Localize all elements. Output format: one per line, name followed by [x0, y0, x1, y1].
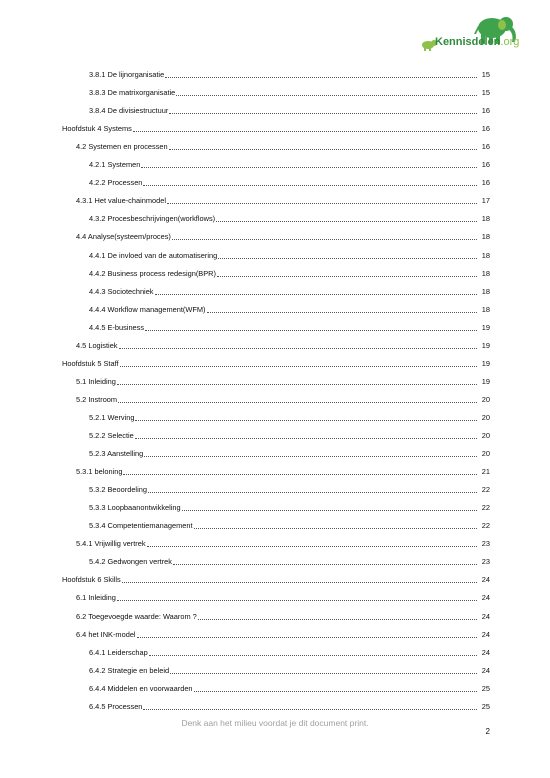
toc-entry-page: 16	[481, 106, 490, 116]
toc-entry-title: 5.2.3 Aanstelling	[89, 449, 144, 459]
toc-entry[interactable]	[89, 174, 490, 188]
toc-entry[interactable]	[89, 481, 490, 495]
toc-entry-title: 5.2 Instroom	[76, 394, 118, 404]
toc-entry-page: 24	[481, 629, 490, 639]
toc-entry[interactable]	[89, 499, 490, 513]
logo-tld-text: .org	[500, 36, 520, 48]
toc-entry[interactable]	[89, 265, 490, 279]
environment-notice: Denk aan het milieu voordat je dit document print.	[181, 718, 369, 728]
toc-entry-page: 17	[481, 196, 490, 206]
toc-entry-page: 19	[481, 340, 490, 350]
toc-leader-dots	[147, 545, 477, 547]
toc-entry-title: 6.1 Inleiding	[76, 593, 116, 603]
elephant-icon	[418, 14, 536, 54]
toc-leader-dots	[143, 708, 477, 710]
toc-entry-title: 4.4.2 Business process redesign(BPR)	[89, 268, 216, 278]
toc-entry[interactable]	[76, 535, 490, 549]
toc-entry[interactable]	[89, 698, 490, 712]
toc-entry-page: 18	[481, 214, 490, 224]
page-number: 2	[485, 727, 490, 736]
toc-entry[interactable]	[89, 301, 490, 315]
toc-entry[interactable]	[62, 120, 490, 134]
toc-entry-page: 25	[481, 701, 490, 711]
toc-entry-page: 24	[481, 665, 490, 675]
toc-entry-title: 4.2.1 Systemen	[89, 160, 141, 170]
toc-leader-dots	[123, 473, 477, 475]
toc-entry[interactable]	[76, 192, 490, 206]
toc-entry-page: 24	[481, 611, 490, 621]
toc-entry-page: 22	[481, 485, 490, 495]
toc-entry-page: 18	[481, 286, 490, 296]
toc-entry[interactable]	[76, 589, 490, 603]
toc-leader-dots	[167, 202, 477, 204]
kennisdelen-logo	[418, 14, 536, 54]
toc-entry[interactable]	[89, 662, 490, 676]
toc-entry[interactable]	[76, 138, 490, 152]
toc-entry-title: 3.8.1 De lijnorganisatie	[89, 70, 165, 79]
toc-entry[interactable]	[76, 463, 490, 477]
toc-entry[interactable]	[89, 409, 490, 423]
toc-leader-dots	[149, 654, 477, 656]
toc-leader-dots	[182, 509, 477, 511]
toc-leader-dots	[145, 329, 477, 331]
toc-leader-dots	[120, 365, 477, 367]
toc-entry-title: 6.4.5 Processen	[89, 701, 143, 711]
toc-entry-page: 23	[481, 557, 490, 567]
toc-entry[interactable]	[89, 66, 490, 80]
toc-leader-dots	[218, 257, 477, 259]
toc-entry-title: 5.3.4 Competentiemanagement	[89, 521, 193, 531]
toc-entry[interactable]	[89, 319, 490, 333]
toc-entry-title: Hoofdstuk 4 Systems	[62, 124, 132, 134]
toc-entry-page: 21	[481, 467, 490, 477]
toc-entry-title: 5.4.1 Vrijwillig vertrek	[76, 539, 146, 549]
toc-leader-dots	[169, 112, 477, 114]
toc-entry-page: 20	[481, 449, 490, 459]
toc-entry[interactable]	[89, 210, 490, 224]
toc-entry[interactable]	[89, 680, 490, 694]
toc-entry-page: 16	[481, 142, 490, 152]
toc-entry-page: 23	[481, 539, 490, 549]
toc-entry[interactable]	[76, 337, 490, 351]
toc-entry-title: 6.4.4 Middelen en voorwaarden	[89, 683, 193, 693]
toc-entry-title: 6.4.1 Leiderschap	[89, 647, 148, 657]
toc-entry[interactable]	[76, 608, 490, 622]
toc-entry-title: 5.3.1 beloning	[76, 467, 123, 477]
toc-leader-dots	[119, 347, 478, 349]
logo-brand-text: Kennisdelen	[435, 36, 501, 48]
toc-leader-dots	[207, 311, 477, 313]
toc-entry-title: 4.3.1 Het value-chainmodel	[76, 196, 166, 206]
toc-entry[interactable]	[89, 427, 490, 441]
toc-entry[interactable]	[76, 228, 490, 242]
toc-entry-title: 5.4.2 Gedwongen vertrek	[89, 557, 172, 567]
toc-leader-dots	[217, 275, 477, 277]
toc-entry-page: 15	[481, 88, 490, 98]
toc-entry-page: 18	[481, 268, 490, 278]
toc-entry-page: 19	[481, 322, 490, 332]
toc-entry[interactable]	[89, 644, 490, 658]
toc-entry-title: 4.4 Analyse(systeem/proces)	[76, 232, 171, 242]
toc-entry-page: 16	[481, 160, 490, 170]
toc-entry-title: 4.3.2 Procesbeschrijvingen(workflows)	[89, 214, 216, 224]
toc-leader-dots	[173, 563, 477, 565]
toc-entry-title: 3.8.3 De matrixorganisatie	[89, 88, 176, 98]
toc-entry[interactable]	[76, 626, 490, 640]
toc-entry-page: 20	[481, 431, 490, 440]
toc-leader-dots	[169, 148, 477, 150]
toc-entry[interactable]	[62, 355, 490, 369]
toc-entry-title: 4.4.1 De invloed van de automatisering	[89, 250, 218, 260]
toc-leader-dots	[176, 94, 477, 96]
toc-entry-page: 22	[481, 521, 490, 531]
toc-leader-dots	[155, 293, 477, 295]
toc-entry[interactable]	[89, 84, 490, 98]
toc-leader-dots	[122, 581, 477, 583]
toc-entry-title: 6.4 het INK-model	[76, 629, 136, 639]
toc-entry-page: 16	[481, 124, 490, 134]
toc-entry-page: 24	[481, 593, 490, 603]
toc-entry-title: 5.3.3 Loopbaanontwikkeling	[89, 503, 181, 513]
toc-entry-title: 4.5 Logistiek	[76, 340, 118, 350]
toc-leader-dots	[135, 419, 477, 421]
toc-entry-title: 5.2.2 Selectie	[89, 431, 134, 440]
toc-leader-dots	[143, 184, 477, 186]
toc-entry-title: Hoofdstuk 5 Staff	[62, 358, 119, 368]
toc-entry-title: 4.2 Systemen en processen	[76, 142, 168, 152]
toc-entry-page: 19	[481, 376, 490, 386]
toc-entry-page: 18	[481, 232, 490, 242]
toc-entry-title: 3.8.4 De divisiestructuur	[89, 106, 169, 116]
toc-entry-page: 24	[481, 575, 490, 585]
toc-entry-title: 6.2 Toegevoegde waarde: Waarom ?	[76, 611, 197, 621]
toc-leader-dots	[117, 599, 477, 601]
toc-leader-dots	[194, 527, 477, 529]
toc-entry[interactable]	[89, 156, 490, 170]
toc-entry[interactable]	[89, 247, 490, 261]
toc-entry[interactable]	[76, 373, 490, 387]
toc-entry-title: 5.2.1 Werving	[89, 412, 135, 422]
toc-entry-title: 4.4.4 Workflow management(WFM)	[89, 304, 206, 314]
toc-entry-title: 5.1 Inleiding	[76, 376, 116, 386]
toc-entry-page: 19	[481, 358, 490, 368]
toc-entry-page: 16	[481, 178, 490, 188]
toc-entry-page: 22	[481, 503, 490, 513]
toc-leader-dots	[118, 401, 477, 403]
toc-entry[interactable]	[76, 391, 490, 405]
toc-entry-page: 25	[481, 683, 490, 693]
toc-leader-dots	[133, 130, 477, 132]
toc-leader-dots	[198, 618, 477, 620]
toc-entry-page: 24	[481, 647, 490, 657]
toc-entry-title: 4.4.5 E-business	[89, 322, 145, 332]
toc-entry-page: 20	[481, 412, 490, 422]
toc-leader-dots	[165, 76, 477, 78]
toc-entry[interactable]	[89, 553, 490, 567]
toc-entry-page: 20	[481, 394, 490, 404]
toc-entry[interactable]	[89, 445, 490, 459]
toc-entry[interactable]	[89, 517, 490, 531]
toc-leader-dots	[170, 672, 477, 674]
toc-entry-title: 5.3.2 Beoordeling	[89, 485, 147, 495]
toc-leader-dots	[148, 491, 477, 493]
toc-leader-dots	[144, 455, 477, 457]
toc-entry-title: 4.2.2 Processen	[89, 178, 143, 188]
toc-entry-title: Hoofdstuk 6 Skills	[62, 575, 121, 585]
toc-entry-page: 18	[481, 250, 490, 260]
toc-leader-dots	[141, 166, 477, 168]
toc-entry-title: 6.4.2 Strategie en beleid	[89, 665, 170, 675]
toc-leader-dots	[137, 636, 477, 638]
toc-entry[interactable]	[62, 571, 490, 585]
toc-entry-title: 4.4.3 Sociotechniek	[89, 286, 154, 296]
toc-leader-dots	[216, 220, 477, 222]
toc-entry-page: 15	[481, 70, 490, 79]
toc-entry-page: 18	[481, 304, 490, 314]
toc-entry[interactable]	[89, 102, 490, 116]
toc-leader-dots	[172, 238, 477, 240]
toc-entry[interactable]	[89, 283, 490, 297]
toc-leader-dots	[117, 383, 477, 385]
toc-leader-dots	[194, 690, 477, 692]
toc-leader-dots	[135, 437, 477, 439]
